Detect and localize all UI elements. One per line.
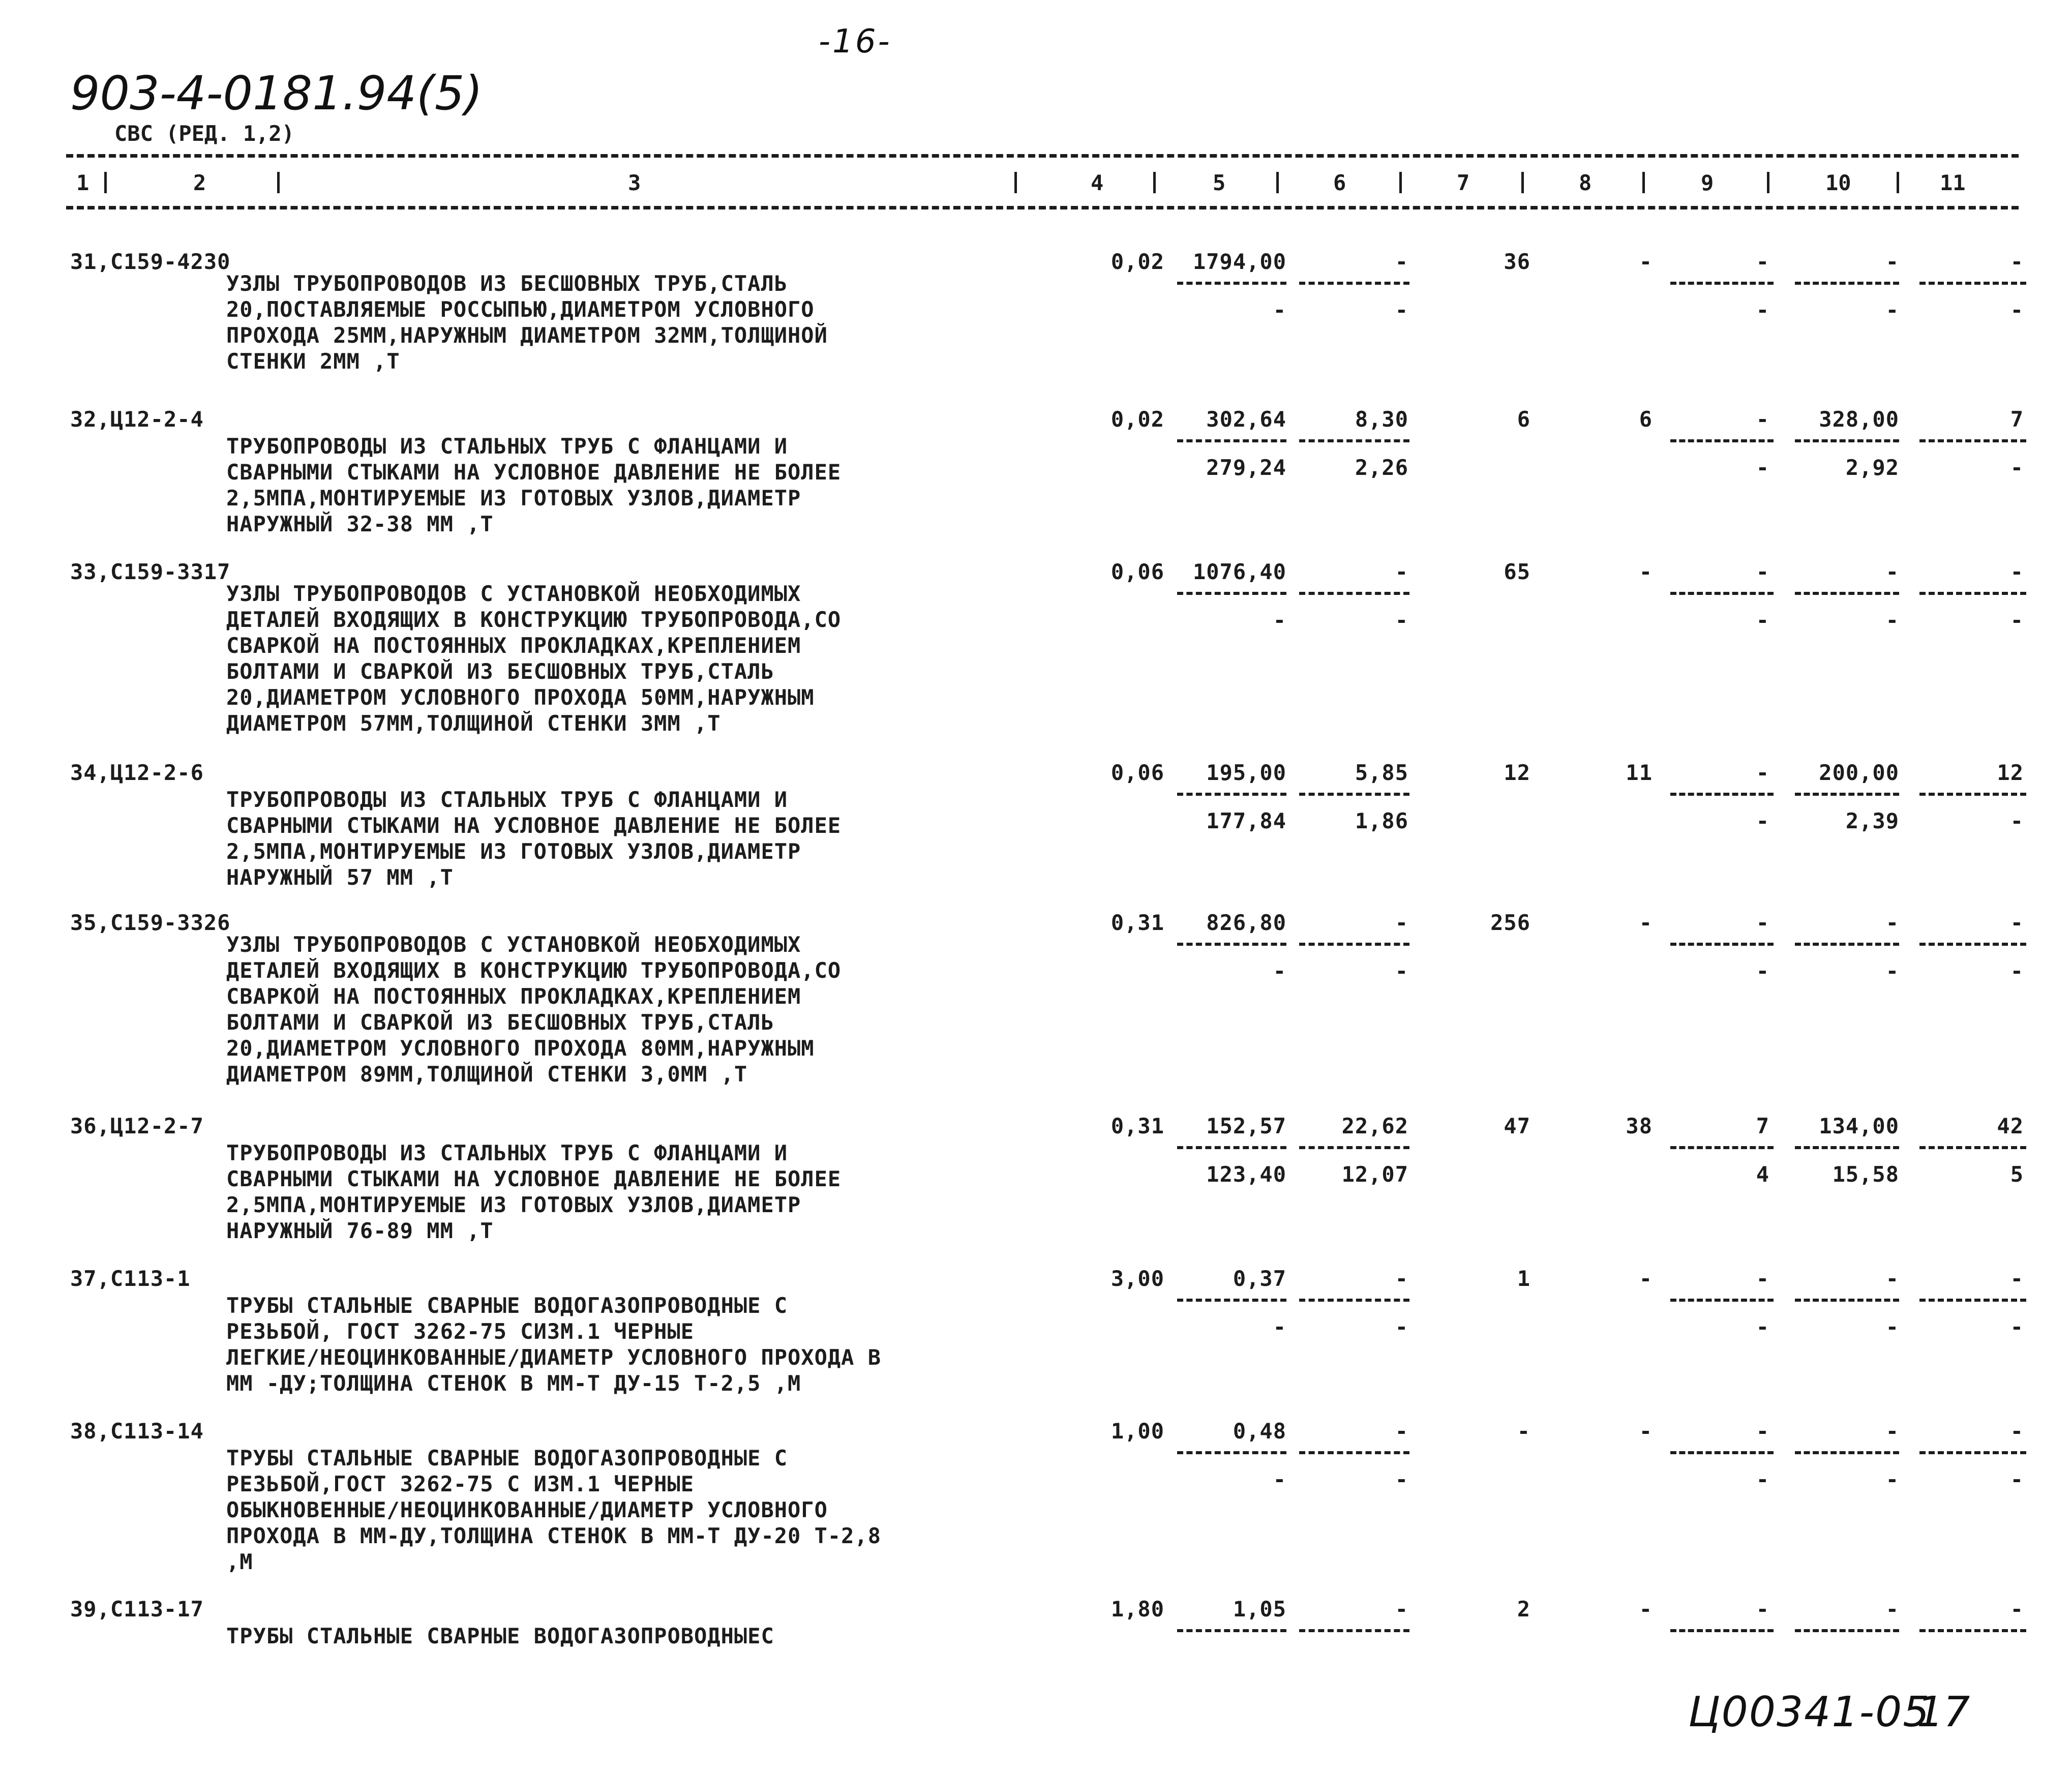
row-description: УЗЛЫ ТРУБОПРОВОДОВ С УСТАНОВКОЙ НЕОБХОДИМЫХ ДЕТАЛЕЙ ВХОДЯЩИХ В КОНСТРУКЦИЮ ТРУБОПРОВОДА,СО СВАРКОЙ НА ПОСТОЯННЫХ ПРОКЛАДКАХ,КРЕПЛЕНИЕМ БОЛТАМИ И СВАРКОЙ ИЗ БЕСШОВНЫХ ТРУБ,СТАЛЬ 20,ДИАМЕТРОМ УСЛОВНОГО ПРОХОДА 50ММ,НАРУЖНЫМ ДИАМЕТРОМ 57ММ,ТОЛЩИНОЙ СТЕНКИ 3ММ ,Т <box>226 581 842 736</box>
row-code: 35,С159-3326 <box>70 910 231 935</box>
column-number-8: 8 <box>1579 170 1592 195</box>
fraction-line <box>1299 1299 1409 1302</box>
value-c7: 256 <box>1490 910 1530 935</box>
value-c6: - <box>1395 249 1408 274</box>
value-c7: 2 <box>1517 1597 1530 1621</box>
value-c7: 1 <box>1517 1266 1530 1291</box>
value-c5: 0,37 <box>1233 1266 1286 1291</box>
document-code: 903-4-0181.94(5) <box>70 66 483 121</box>
value-c4: 0,06 <box>1110 760 1164 785</box>
value-c7: 47 <box>1504 1114 1530 1138</box>
header-top-rule <box>66 154 2019 158</box>
page-number: -16- <box>819 23 892 61</box>
column-number-11: 11 <box>1940 170 1966 195</box>
value-c9b: - <box>1756 1467 1769 1492</box>
column-number-2: 2 <box>193 170 206 195</box>
value-c9b: - <box>1756 297 1769 322</box>
row-code: 32,Ц12-2-4 <box>70 407 204 432</box>
sheet-number: 17 <box>1917 1688 1970 1736</box>
value-c11: - <box>2010 1597 2024 1621</box>
fraction-line <box>1670 1146 1774 1149</box>
value-c10b: - <box>1885 1467 1899 1492</box>
row-code: 34,Ц12-2-6 <box>70 760 204 785</box>
fraction-line <box>1299 592 1409 595</box>
column-separator <box>1014 172 1017 193</box>
value-c10b: 2,39 <box>1845 808 1899 833</box>
column-separator <box>277 172 280 193</box>
row-code: 37,С113-1 <box>70 1266 191 1291</box>
fraction-line <box>1795 1146 1899 1149</box>
value-c5: 1076,40 <box>1192 559 1286 584</box>
value-c7: 36 <box>1504 249 1530 274</box>
fraction-line <box>1299 1629 1409 1632</box>
value-c10: 328,00 <box>1819 407 1899 432</box>
value-c10: - <box>1885 1419 1899 1444</box>
row-description: ТРУБЫ СТАЛЬНЫЕ СВАРНЫЕ ВОДОГАЗОПРОВОДНЫЕ С РЕЗЬБОЙ, ГОСТ 3262-75 СИЗМ.1 ЧЕРНЫЕ ЛЕГКИЕ/НЕОЦИНКОВАННЫЕ/ДИАМЕТР УСЛОВНОГО ПРОХОДА В ММ -ДУ;ТОЛЩИНА СТЕНОК В ММ-Т ДУ-15 Т-2,5 ,М <box>226 1293 882 1396</box>
value-c8: 11 <box>1626 760 1653 785</box>
value-c6b: - <box>1395 1314 1408 1339</box>
value-c8: - <box>1639 1419 1653 1444</box>
value-c6b: 2,26 <box>1355 455 1408 480</box>
price-reference: СВС (РЕД. 1,2) <box>114 121 295 146</box>
fraction-line <box>1795 793 1899 796</box>
row-code: 39,С113-17 <box>70 1597 204 1621</box>
value-c6: 8,30 <box>1355 407 1408 432</box>
fraction-line <box>1177 1299 1286 1302</box>
value-c5: 195,00 <box>1206 760 1286 785</box>
value-c11: - <box>2010 910 2024 935</box>
fraction-line <box>1919 592 2026 595</box>
column-number-7: 7 <box>1457 170 1470 195</box>
value-c9b: - <box>1756 808 1769 833</box>
value-c5: 1794,00 <box>1192 249 1286 274</box>
fraction-line <box>1299 793 1409 796</box>
value-c8: - <box>1639 249 1653 274</box>
value-c6b: - <box>1395 608 1408 633</box>
value-c11b: - <box>2010 1314 2024 1339</box>
value-c10: 200,00 <box>1819 760 1899 785</box>
value-c11: 12 <box>1997 760 2024 785</box>
column-separator <box>1153 172 1156 193</box>
value-c11: - <box>2010 1419 2024 1444</box>
fraction-line <box>1177 793 1286 796</box>
value-c11b: 5 <box>2010 1162 2024 1187</box>
value-c4: 0,02 <box>1110 407 1164 432</box>
fraction-line <box>1919 282 2026 285</box>
fraction-line <box>1299 282 1409 285</box>
column-number-4: 4 <box>1091 170 1104 195</box>
value-c9b: 4 <box>1756 1162 1769 1187</box>
value-c11b: - <box>2010 958 2024 983</box>
fraction-line <box>1670 1299 1774 1302</box>
value-c6b: - <box>1395 297 1408 322</box>
value-c9: - <box>1756 910 1769 935</box>
value-c5b: 123,40 <box>1206 1162 1286 1187</box>
value-c11b: - <box>2010 808 2024 833</box>
value-c6: 5,85 <box>1355 760 1408 785</box>
value-c4: 0,06 <box>1110 559 1164 584</box>
value-c10: - <box>1885 559 1899 584</box>
value-c10: - <box>1885 1266 1899 1291</box>
value-c9b: - <box>1756 455 1769 480</box>
value-c5: 152,57 <box>1206 1114 1286 1138</box>
value-c9: - <box>1756 407 1769 432</box>
value-c8: - <box>1639 559 1653 584</box>
value-c9: 7 <box>1756 1114 1769 1138</box>
row-description: ТРУБЫ СТАЛЬНЫЕ СВАРНЫЕ ВОДОГАЗОПРОВОДНЫЕ С РЕЗЬБОЙ,ГОСТ 3262-75 С ИЗМ.1 ЧЕРНЫЕ ОБЫКНОВЕННЫЕ/НЕОЦИНКОВАННЫЕ/ДИАМЕТР УСЛОВНОГО ПРОХОДА В ММ-ДУ,ТОЛЩИНА СТЕНОК В ММ-Т ДУ-20 Т-2,8 ,М <box>226 1446 882 1574</box>
value-c6: - <box>1395 1266 1408 1291</box>
value-c9b: - <box>1756 1314 1769 1339</box>
fraction-line <box>1177 1451 1286 1454</box>
fraction-line <box>1795 592 1899 595</box>
value-c6b: 1,86 <box>1355 808 1408 833</box>
value-c7: - <box>1517 1419 1530 1444</box>
header-bottom-rule <box>66 206 2019 209</box>
fraction-line <box>1177 282 1286 285</box>
value-c11b: - <box>2010 608 2024 633</box>
fraction-line <box>1670 1451 1774 1454</box>
value-c11: - <box>2010 559 2024 584</box>
column-number-3: 3 <box>628 170 641 195</box>
fraction-line <box>1670 1629 1774 1632</box>
value-c6: - <box>1395 1419 1408 1444</box>
value-c10: - <box>1885 910 1899 935</box>
value-c11: - <box>2010 1266 2024 1291</box>
value-c5b: - <box>1273 1314 1286 1339</box>
fraction-line <box>1177 943 1286 946</box>
fraction-line <box>1299 943 1409 946</box>
value-c4: 3,00 <box>1110 1266 1164 1291</box>
value-c4: 0,31 <box>1110 910 1164 935</box>
column-number-6: 6 <box>1333 170 1346 195</box>
value-c7: 12 <box>1504 760 1530 785</box>
value-c5b: - <box>1273 1467 1286 1492</box>
value-c5b: - <box>1273 297 1286 322</box>
value-c11b: - <box>2010 297 2024 322</box>
row-description: УЗЛЫ ТРУБОПРОВОДОВ ИЗ БЕСШОВНЫХ ТРУБ,СТАЛЬ 20,ПОСТАВЛЯЕМЫЕ РОССЫПЬЮ,ДИАМЕТРОМ УСЛОВНОГО ПРОХОДА 25ММ,НАРУЖНЫМ ДИАМЕТРОМ 32ММ,ТОЛЩИНОЙ СТЕНКИ 2ММ ,Т <box>226 271 828 374</box>
row-code: 36,Ц12-2-7 <box>70 1114 204 1138</box>
value-c5: 826,80 <box>1206 910 1286 935</box>
value-c10b: - <box>1885 297 1899 322</box>
value-c10: - <box>1885 249 1899 274</box>
row-code: 33,С159-3317 <box>70 559 231 584</box>
value-c9: - <box>1756 559 1769 584</box>
fraction-line <box>1177 1146 1286 1149</box>
value-c10b: 15,58 <box>1832 1162 1899 1187</box>
fraction-line <box>1670 439 1774 442</box>
value-c9: - <box>1756 1597 1769 1621</box>
fraction-line <box>1919 1451 2026 1454</box>
row-code: 38,С113-14 <box>70 1419 204 1444</box>
column-separator <box>1767 172 1769 193</box>
value-c8: 38 <box>1626 1114 1653 1138</box>
fraction-line <box>1670 282 1774 285</box>
value-c11b: - <box>2010 1467 2024 1492</box>
fraction-line <box>1795 943 1899 946</box>
column-separator <box>1642 172 1645 193</box>
value-c6b: - <box>1395 1467 1408 1492</box>
column-separator <box>104 172 107 193</box>
value-c11: 7 <box>2010 407 2024 432</box>
value-c8: - <box>1639 1597 1653 1621</box>
fraction-line <box>1795 1299 1899 1302</box>
value-c10b: - <box>1885 608 1899 633</box>
fraction-line <box>1299 1146 1409 1149</box>
column-number-5: 5 <box>1213 170 1226 195</box>
column-number-1: 1 <box>76 170 89 195</box>
value-c4: 1,00 <box>1110 1419 1164 1444</box>
value-c4: 0,02 <box>1110 249 1164 274</box>
row-description: ТРУБЫ СТАЛЬНЫЕ СВАРНЫЕ ВОДОГАЗОПРОВОДНЫЕС <box>226 1624 774 1648</box>
row-description: УЗЛЫ ТРУБОПРОВОДОВ С УСТАНОВКОЙ НЕОБХОДИМЫХ ДЕТАЛЕЙ ВХОДЯЩИХ В КОНСТРУКЦИЮ ТРУБОПРОВОДА,СО СВАРКОЙ НА ПОСТОЯННЫХ ПРОКЛАДКАХ,КРЕПЛЕНИЕМ БОЛТАМИ И СВАРКОЙ ИЗ БЕСШОВНЫХ ТРУБ,СТАЛЬ 20,ДИАМЕТРОМ УСЛОВНОГО ПРОХОДА 80ММ,НАРУЖНЫМ ДИАМЕТРОМ 89ММ,ТОЛЩИНОЙ СТЕНКИ 3,0ММ ,Т <box>226 932 842 1087</box>
value-c6b: - <box>1395 958 1408 983</box>
fraction-line <box>1670 943 1774 946</box>
value-c10b: - <box>1885 1314 1899 1339</box>
value-c9: - <box>1756 760 1769 785</box>
fraction-line <box>1177 1629 1286 1632</box>
fraction-line <box>1795 282 1899 285</box>
value-c6: - <box>1395 1597 1408 1621</box>
value-c11: 42 <box>1997 1114 2024 1138</box>
value-c6: 22,62 <box>1341 1114 1408 1138</box>
column-separator <box>1897 172 1899 193</box>
value-c5b: - <box>1273 608 1286 633</box>
value-c8: 6 <box>1639 407 1653 432</box>
fraction-line <box>1795 439 1899 442</box>
value-c10: 134,00 <box>1819 1114 1899 1138</box>
fraction-line <box>1919 943 2026 946</box>
value-c7: 6 <box>1517 407 1530 432</box>
value-c5b: - <box>1273 958 1286 983</box>
column-number-9: 9 <box>1701 170 1714 195</box>
value-c7: 65 <box>1504 559 1530 584</box>
value-c9b: - <box>1756 608 1769 633</box>
value-c4: 1,80 <box>1110 1597 1164 1621</box>
value-c6: - <box>1395 910 1408 935</box>
value-c5: 1,05 <box>1233 1597 1286 1621</box>
fraction-line <box>1919 793 2026 796</box>
value-c9: - <box>1756 249 1769 274</box>
fraction-line <box>1919 1629 2026 1632</box>
fraction-line <box>1919 1146 2026 1149</box>
fraction-line <box>1795 1451 1899 1454</box>
value-c9: - <box>1756 1266 1769 1291</box>
value-c11: - <box>2010 249 2024 274</box>
value-c5: 302,64 <box>1206 407 1286 432</box>
value-c8: - <box>1639 1266 1653 1291</box>
column-separator <box>1399 172 1402 193</box>
value-c11b: - <box>2010 455 2024 480</box>
row-description: ТРУБОПРОВОДЫ ИЗ СТАЛЬНЫХ ТРУБ С ФЛАНЦАМИ И СВАРНЫМИ СТЫКАМИ НА УСЛОВНОЕ ДАВЛЕНИЕ НЕ БОЛЕЕ 2,5МПА,МОНТИРУЕМЫЕ ИЗ ГОТОВЫХ УЗЛОВ,ДИАМЕТР НАРУЖНЫЙ 57 ММ ,Т <box>226 787 842 890</box>
fraction-line <box>1919 1299 2026 1302</box>
row-description: ТРУБОПРОВОДЫ ИЗ СТАЛЬНЫХ ТРУБ С ФЛАНЦАМИ И СВАРНЫМИ СТЫКАМИ НА УСЛОВНОЕ ДАВЛЕНИЕ НЕ БОЛЕЕ 2,5МПА,МОНТИРУЕМЫЕ ИЗ ГОТОВЫХ УЗЛОВ,ДИАМЕТР НАРУЖНЫЙ 32-38 ММ ,Т <box>226 434 842 536</box>
column-separator <box>1521 172 1524 193</box>
fraction-line <box>1670 592 1774 595</box>
value-c9b: - <box>1756 958 1769 983</box>
value-c8: - <box>1639 910 1653 935</box>
fraction-line <box>1299 1451 1409 1454</box>
value-c10: - <box>1885 1597 1899 1621</box>
value-c10b: - <box>1885 958 1899 983</box>
value-c6: - <box>1395 559 1408 584</box>
value-c10b: 2,92 <box>1845 455 1899 480</box>
document-stamp: Ц00341-05 <box>1688 1688 1931 1736</box>
fraction-line <box>1299 439 1409 442</box>
value-c4: 0,31 <box>1110 1114 1164 1138</box>
value-c5b: 177,84 <box>1206 808 1286 833</box>
column-number-10: 10 <box>1825 170 1851 195</box>
row-code: 31,С159-4230 <box>70 249 231 274</box>
fraction-line <box>1670 793 1774 796</box>
value-c5b: 279,24 <box>1206 455 1286 480</box>
value-c5: 0,48 <box>1233 1419 1286 1444</box>
column-separator <box>1276 172 1279 193</box>
value-c6b: 12,07 <box>1341 1162 1408 1187</box>
fraction-line <box>1795 1629 1899 1632</box>
row-description: ТРУБОПРОВОДЫ ИЗ СТАЛЬНЫХ ТРУБ С ФЛАНЦАМИ И СВАРНЫМИ СТЫКАМИ НА УСЛОВНОЕ ДАВЛЕНИЕ НЕ БОЛЕЕ 2,5МПА,МОНТИРУЕМЫЕ ИЗ ГОТОВЫХ УЗЛОВ,ДИАМЕТР НАРУЖНЫЙ 76-89 ММ ,Т <box>226 1140 842 1243</box>
value-c9: - <box>1756 1419 1769 1444</box>
fraction-line <box>1177 592 1286 595</box>
fraction-line <box>1919 439 2026 442</box>
fraction-line <box>1177 439 1286 442</box>
